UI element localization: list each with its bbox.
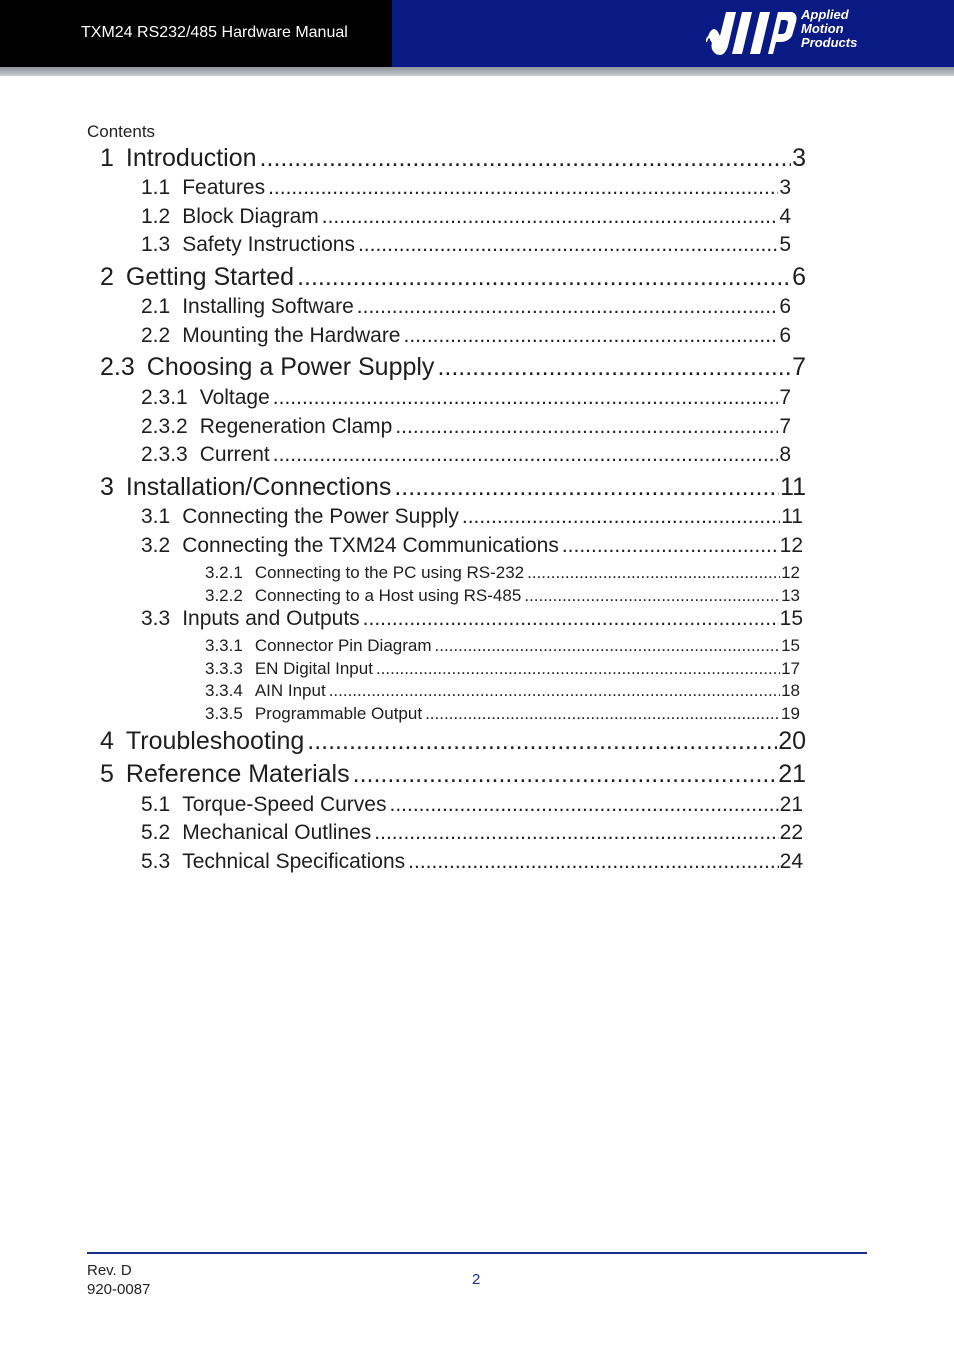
- toc-page: 17: [781, 659, 800, 678]
- logo-line-applied: Applied: [801, 7, 849, 22]
- toc-title: Block Diagram: [182, 205, 319, 228]
- toc-number: 1.3: [141, 233, 171, 256]
- logo-wordmark: [801, 8, 857, 50]
- toc-page: 20: [778, 727, 806, 755]
- toc-leader: [395, 415, 778, 439]
- toc-title: Connecting to a Host using RS-485: [254, 586, 522, 605]
- toc-number: 2.2: [141, 324, 171, 347]
- toc-entry[interactable]: [141, 415, 791, 439]
- toc-page: 24: [779, 850, 803, 873]
- toc-number: 1.2: [141, 205, 171, 228]
- toc-title: Features: [182, 176, 266, 199]
- toc-number: 5.3: [141, 850, 171, 873]
- toc-page: 12: [779, 534, 803, 557]
- toc-page: 3: [779, 176, 791, 199]
- toc-entry[interactable]: [141, 534, 803, 558]
- toc-number: 1.1: [141, 176, 171, 199]
- toc-leader: [435, 636, 781, 656]
- toc-entry[interactable]: [141, 295, 791, 319]
- toc-page: 6: [792, 263, 806, 291]
- toc-title: Inputs and Outputs: [182, 607, 360, 630]
- toc-number: 3.3.1: [205, 636, 243, 655]
- toc-entry[interactable]: [100, 263, 806, 292]
- toc-leader: [527, 563, 780, 583]
- toc-number: 2.1: [141, 295, 171, 318]
- toc-entry[interactable]: [141, 505, 803, 529]
- toc-entry[interactable]: [205, 586, 800, 606]
- toc-page: 8: [779, 443, 791, 466]
- toc-number: 3.2.2: [205, 586, 243, 605]
- toc-number: 2.3.3: [141, 443, 188, 466]
- toc-title: Introduction: [125, 144, 257, 172]
- toc-leader: [273, 443, 779, 467]
- toc-number: 2: [100, 263, 114, 291]
- toc-entry[interactable]: [141, 821, 803, 845]
- toc-page: 7: [779, 415, 791, 438]
- toc-title: Programmable Output: [254, 704, 423, 723]
- toc-entry[interactable]: [205, 563, 800, 583]
- toc-number: 3.2: [141, 534, 171, 557]
- toc-title: Getting Started: [125, 263, 295, 291]
- toc-entry[interactable]: [205, 681, 800, 701]
- footer-document-number: 920-0087: [87, 1281, 151, 1298]
- toc-title: Technical Specifications: [182, 850, 406, 873]
- toc-title: Installation/Connections: [125, 473, 392, 501]
- toc-page: 11: [780, 473, 806, 501]
- toc-page: 7: [779, 386, 791, 409]
- toc-page: 4: [779, 205, 791, 228]
- toc-leader: [524, 586, 780, 606]
- toc-title: Connector Pin Diagram: [254, 636, 432, 655]
- toc-entry[interactable]: [141, 233, 791, 257]
- toc-title: Safety Instructions: [182, 233, 355, 256]
- toc-title: Choosing a Power Supply: [146, 353, 435, 381]
- toc-number: 3.3.3: [205, 659, 243, 678]
- toc-leader: [357, 295, 779, 319]
- logo-line-products: Products: [801, 35, 858, 50]
- toc-page: 6: [779, 324, 791, 347]
- manual-title: TXM24 RS232/485 Hardware Manual: [81, 24, 348, 41]
- toc-number: 3.3.5: [205, 704, 243, 723]
- toc-leader: [437, 353, 791, 382]
- toc-leader: [273, 386, 779, 410]
- toc-page: 11: [781, 505, 803, 528]
- toc-title: Torque-Speed Curves: [182, 793, 387, 816]
- toc-title: Connecting to the PC using RS-232: [254, 563, 525, 582]
- toc-page: 15: [779, 607, 803, 630]
- toc-page: 6: [779, 295, 791, 318]
- toc-title: Connecting the Power Supply: [182, 505, 459, 528]
- toc-title: Mechanical Outlines: [182, 821, 372, 844]
- toc-leader: [462, 505, 780, 529]
- applied-motion-logo: [706, 6, 876, 62]
- toc-leader: [353, 760, 778, 789]
- toc-entry[interactable]: [205, 659, 800, 679]
- toc-number: 3.3: [141, 607, 171, 630]
- toc-entry[interactable]: [141, 205, 791, 229]
- toc-title: Connecting the TXM24 Communications: [182, 534, 559, 557]
- toc-leader: [329, 681, 780, 701]
- page-header: [0, 0, 954, 67]
- toc-number: 1: [100, 144, 114, 172]
- toc-leader: [389, 793, 778, 817]
- toc-number: 3.2.1: [205, 563, 243, 582]
- toc-entry[interactable]: [141, 176, 791, 200]
- toc-title: Current: [199, 443, 270, 466]
- logo-mark-icon: [706, 6, 798, 62]
- toc-leader: [358, 233, 778, 257]
- toc-page: 21: [779, 793, 803, 816]
- toc-title: Installing Software: [182, 295, 354, 318]
- toc-entry[interactable]: [100, 353, 806, 382]
- toc-entry[interactable]: [205, 704, 800, 724]
- toc-entry[interactable]: [141, 850, 803, 874]
- toc-page: 12: [781, 563, 800, 582]
- toc-number: 3.1: [141, 505, 171, 528]
- toc-number: 3.3.4: [205, 681, 243, 700]
- toc-leader: [404, 324, 779, 348]
- toc-leader: [425, 704, 780, 724]
- toc-title: Reference Materials: [125, 760, 350, 788]
- toc-entry[interactable]: [141, 443, 791, 467]
- toc-leader: [394, 473, 779, 502]
- toc-page: 5: [779, 233, 791, 256]
- toc-number: 5: [100, 760, 114, 788]
- toc-leader: [297, 263, 791, 292]
- toc-leader: [374, 821, 778, 845]
- toc-entry[interactable]: [100, 760, 806, 789]
- toc-number: 2.3.1: [141, 386, 188, 409]
- toc-entry[interactable]: [141, 386, 791, 410]
- toc-page: 22: [779, 821, 803, 844]
- toc-number: 5.1: [141, 793, 171, 816]
- toc-number: 5.2: [141, 821, 171, 844]
- footer-page-number: 2: [472, 1271, 481, 1288]
- toc-number: 2.3: [100, 353, 135, 381]
- toc-entry[interactable]: [141, 324, 791, 348]
- toc-leader: [307, 727, 777, 756]
- contents-heading: Contents: [87, 122, 156, 141]
- toc-page: 18: [781, 681, 800, 700]
- toc-page: 19: [781, 704, 800, 723]
- header-divider-strip: [0, 67, 954, 76]
- toc-page: 15: [781, 636, 800, 655]
- toc-page: 21: [778, 760, 806, 788]
- toc-entry[interactable]: [100, 727, 806, 756]
- footer-rule: [87, 1252, 867, 1254]
- toc-leader: [562, 534, 779, 558]
- toc-number: 2.3.2: [141, 415, 188, 438]
- toc-title: AIN Input: [254, 681, 326, 700]
- toc-title: EN Digital Input: [254, 659, 373, 678]
- toc-page: 13: [781, 586, 800, 605]
- toc-number: 4: [100, 727, 114, 755]
- toc-entry[interactable]: [100, 473, 806, 502]
- logo-line-motion: Motion: [801, 21, 844, 36]
- toc-title: Voltage: [199, 386, 270, 409]
- header-title-panel: [0, 0, 392, 67]
- toc-leader: [363, 607, 779, 631]
- toc-entry[interactable]: [100, 144, 806, 173]
- footer-revision: Rev. D: [87, 1262, 132, 1279]
- toc-number: 3: [100, 473, 114, 501]
- toc-page: 3: [792, 144, 806, 172]
- toc-entry[interactable]: [205, 636, 800, 656]
- toc-title: Troubleshooting: [125, 727, 305, 755]
- toc-title: Mounting the Hardware: [182, 324, 401, 347]
- toc-entry[interactable]: [141, 607, 803, 631]
- toc-leader: [260, 144, 792, 173]
- toc-page: 7: [792, 353, 806, 381]
- toc-title: Regeneration Clamp: [199, 415, 393, 438]
- toc-entry[interactable]: [141, 793, 803, 817]
- toc-leader: [376, 659, 780, 679]
- toc-leader: [268, 176, 778, 200]
- toc-leader: [322, 205, 779, 229]
- toc-leader: [408, 850, 778, 874]
